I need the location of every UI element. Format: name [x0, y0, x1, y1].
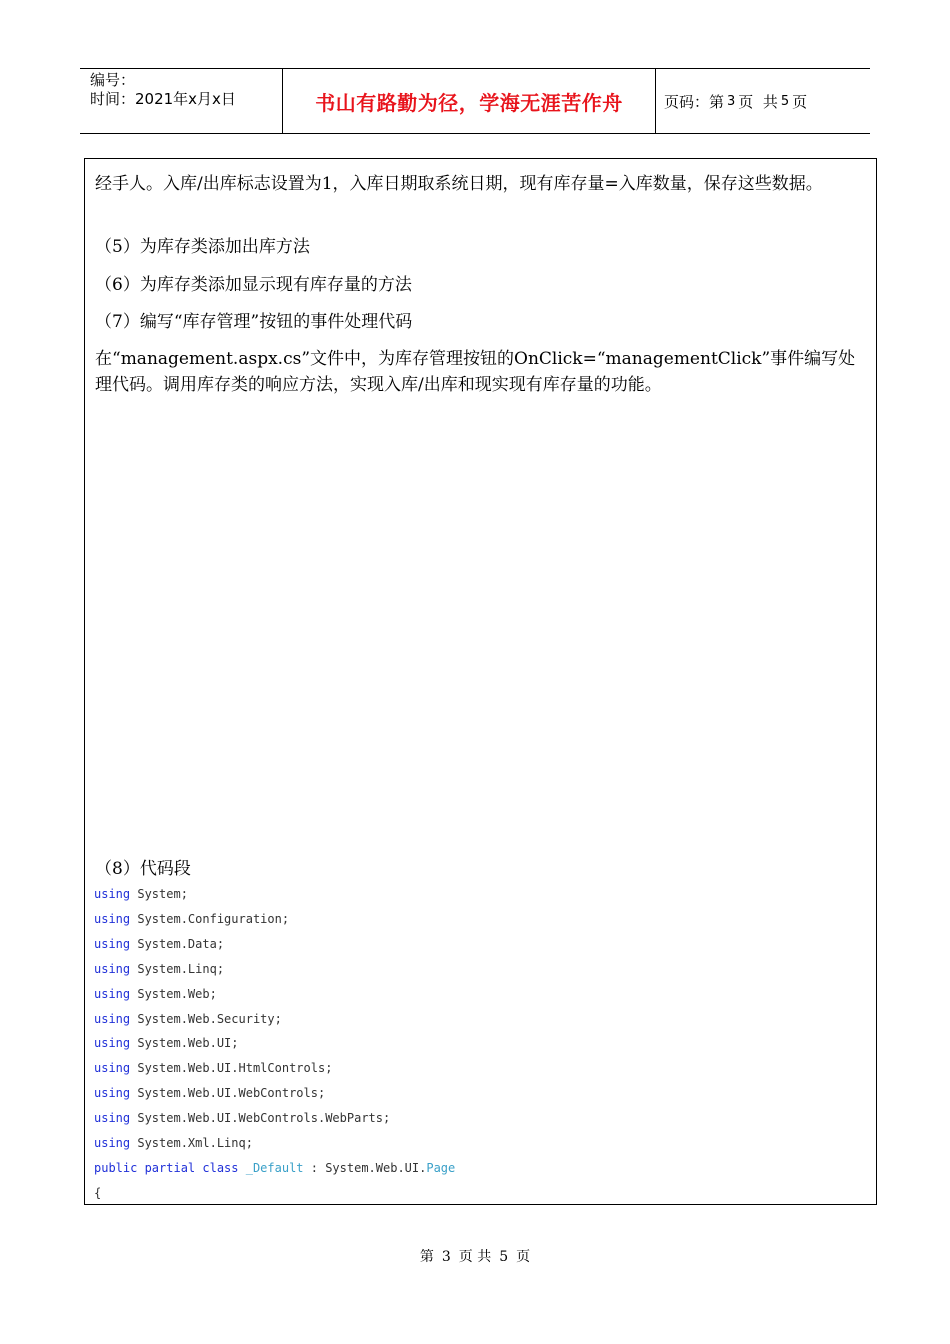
- code-keyword: using: [94, 986, 131, 1001]
- footer-prefix: 第: [419, 1249, 434, 1265]
- page-mid: 页 共: [738, 92, 778, 111]
- code-block: [94, 882, 864, 1205]
- code-text: System.Web.Security;: [137, 1011, 282, 1026]
- code-text: System.Linq;: [137, 961, 225, 976]
- page-current: 3: [727, 93, 736, 109]
- page-header: [80, 68, 870, 134]
- code-keyword: using: [94, 911, 131, 926]
- footer-suffix: 页: [516, 1249, 531, 1265]
- code-keyword: using: [94, 1136, 131, 1151]
- code-open-brace: {: [94, 1185, 102, 1200]
- page-prefix: 页码：第: [664, 92, 725, 111]
- code-text: System.Data;: [137, 936, 225, 951]
- code-keyword: using: [94, 1061, 131, 1076]
- code-keyword: using: [94, 1036, 131, 1051]
- code-text: System.Web.UI.HtmlControls;: [137, 1061, 333, 1076]
- code-line: [94, 1056, 864, 1081]
- code-keyword: using: [94, 1111, 131, 1126]
- footer-current: 3: [441, 1249, 451, 1265]
- code-line: [94, 1007, 864, 1032]
- code-text: : System.Web.UI.: [303, 1160, 427, 1175]
- paragraph-step-5: （5）为库存类添加出库方法: [95, 237, 310, 257]
- paragraph-step-6: （6）为库存类添加显示现有库存量的方法: [95, 275, 412, 295]
- footer-total: 5: [499, 1249, 509, 1265]
- page-suffix: 页: [792, 92, 808, 111]
- code-line: [94, 907, 864, 932]
- number-label: 编号：: [90, 71, 136, 89]
- page-total: 5: [780, 93, 790, 109]
- header-page-info: [656, 69, 870, 133]
- page-footer: [0, 1246, 950, 1266]
- header-motto-cell: [282, 69, 656, 133]
- code-text: System;: [137, 887, 188, 901]
- paragraph-step-7: （7）编写“库存管理”按钮的事件处理代码: [95, 312, 413, 332]
- code-text: System.Xml.Linq;: [137, 1136, 253, 1151]
- code-line: [94, 1081, 864, 1106]
- time-label: 时间：2021年x月x日: [90, 90, 236, 108]
- code-line: [94, 1031, 864, 1056]
- code-keyword: using: [94, 1086, 131, 1101]
- code-class-name: _Default: [245, 1160, 304, 1175]
- code-keyword: using: [94, 887, 131, 901]
- code-text: System.Configuration;: [137, 911, 290, 926]
- header-motto: 书山有路勤为径，学海无涯苦作舟: [315, 90, 623, 115]
- code-keyword: using: [94, 1011, 131, 1026]
- paragraph-instructions: 在“management.aspx.cs”文件中，为库存管理按钮的OnClick=“managementClick”事件编写处理代码。调用库存类的响应方法，实现入库/出库和现实现有库存量的功能。: [95, 349, 856, 395]
- footer-mid: 页 共: [458, 1249, 492, 1265]
- code-line: [94, 1131, 864, 1156]
- paragraph-step-8: （8）代码段: [95, 859, 191, 879]
- code-line: [94, 932, 864, 957]
- content-box: [84, 158, 877, 1205]
- code-line: [94, 957, 864, 982]
- paragraph-1: 经手人。入库/出库标志设置为1，入库日期取系统日期，现有库存量=入库数量，保存这些数据。: [95, 174, 823, 194]
- code-line-brace: [94, 1181, 864, 1205]
- code-line: [94, 1106, 864, 1131]
- code-line: [94, 882, 864, 907]
- code-keyword: public partial class: [94, 1160, 239, 1175]
- code-keyword: using: [94, 961, 131, 976]
- code-keyword: using: [94, 936, 131, 951]
- code-text: System.Web;: [137, 986, 217, 1001]
- code-line: [94, 982, 864, 1007]
- header-meta: [80, 69, 282, 133]
- code-text: System.Web.UI;: [137, 1036, 239, 1051]
- code-base-class: Page: [426, 1160, 456, 1175]
- code-line-class-declaration: [94, 1156, 864, 1181]
- code-text: System.Web.UI.WebControls.WebParts;: [137, 1111, 391, 1126]
- code-text: System.Web.UI.WebControls;: [137, 1086, 326, 1101]
